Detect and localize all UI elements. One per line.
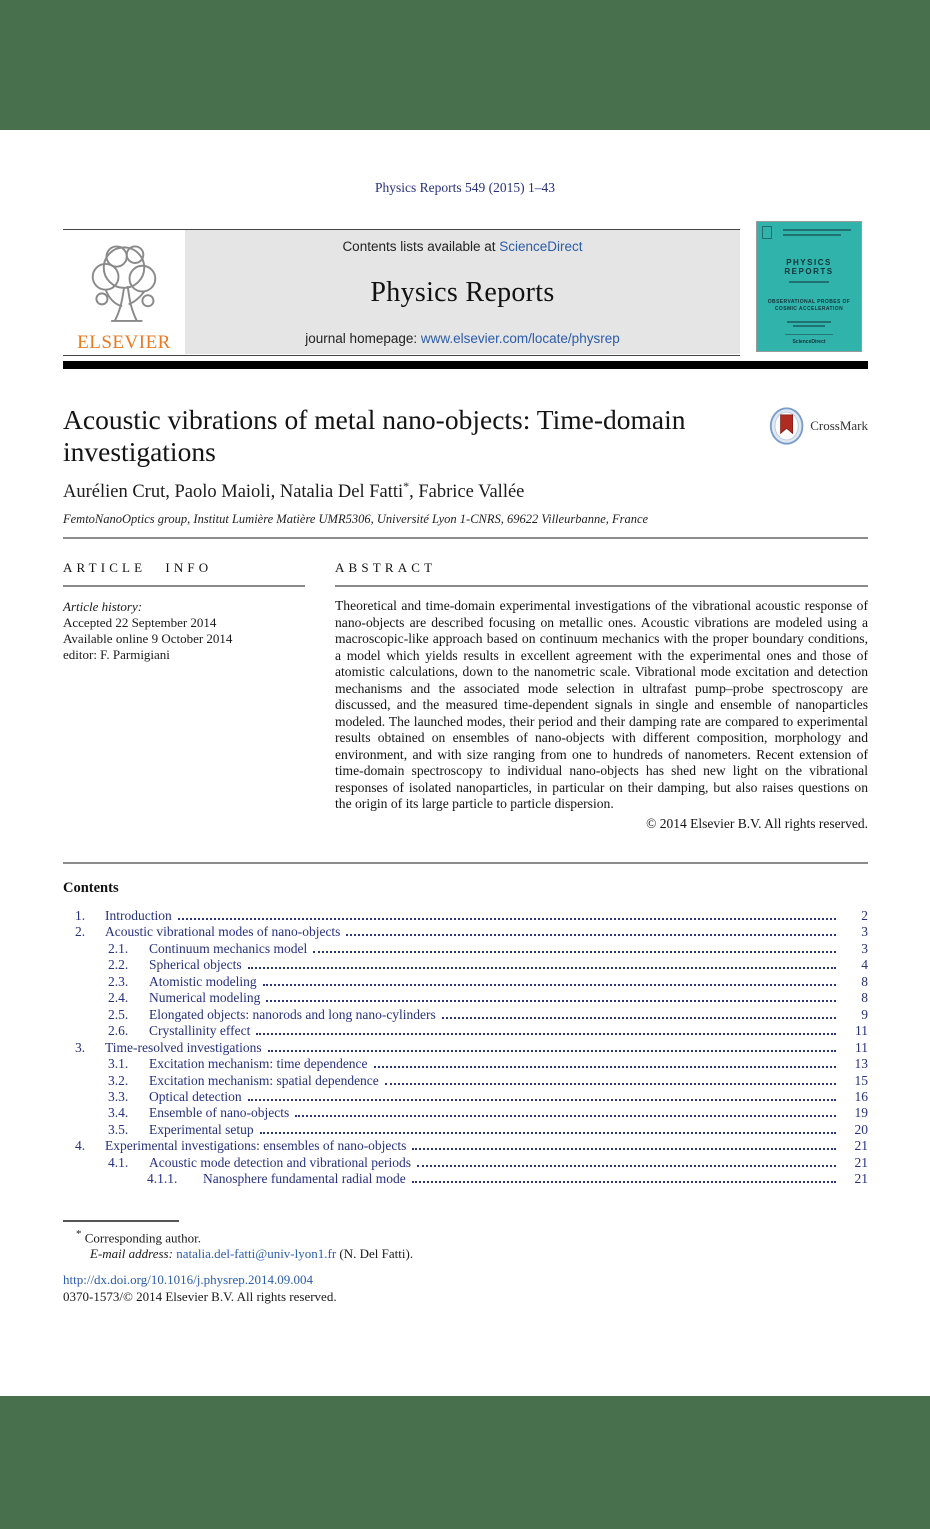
toc-entry-label[interactable]: Spherical objects — [149, 957, 242, 973]
toc-entry-number: 2.6. — [108, 1023, 129, 1039]
toc-entry-page: 8 — [861, 973, 868, 989]
toc-entry-page: 11 — [855, 1039, 868, 1055]
email-suffix: (N. Del Fatti). — [336, 1246, 414, 1261]
email-label: E-mail address: — [90, 1246, 173, 1261]
toc-entry-page: 2 — [861, 908, 868, 923]
toc-entry-number: 3.3. — [108, 1088, 129, 1104]
sciencedirect-link[interactable]: ScienceDirect — [499, 239, 583, 254]
toc-leader-dots — [266, 1000, 836, 1002]
editor-line: editor: F. Parmigiani — [63, 647, 170, 662]
crossmark-icon — [768, 406, 805, 446]
corresponding-author-asterisk: * — [403, 479, 410, 493]
toc-leader-dots — [248, 967, 836, 969]
toc-entry[interactable] — [63, 1155, 868, 1171]
toc-entry-page: 21 — [854, 1138, 868, 1154]
toc-entry-number: 1. — [75, 908, 86, 923]
journal-homepage-link[interactable]: www.elsevier.com/locate/physrep — [420, 331, 620, 346]
toc-entry-label[interactable]: Numerical modeling — [149, 990, 261, 1006]
toc-entry[interactable] — [63, 1040, 868, 1056]
journal-cover-art — [757, 222, 861, 351]
header-rule-bottom — [63, 355, 740, 356]
toc-entry-page: 15 — [854, 1072, 868, 1088]
toc-entry-label[interactable]: Ensemble of nano-objects — [149, 1105, 290, 1121]
toc-leader-dots — [412, 1181, 836, 1183]
toc-entry-label[interactable]: Acoustic vibrational modes of nano-objects — [105, 924, 341, 940]
toc-entry[interactable] — [63, 1122, 868, 1138]
article-history-label: Article history: — [63, 599, 143, 614]
journal-name: Physics Reports — [370, 276, 555, 308]
toc-entry-label[interactable]: Experimental investigations: ensembles of nano-objects — [105, 1138, 407, 1154]
email-line — [90, 1246, 413, 1262]
toc-entry-number: 3.2. — [108, 1072, 129, 1088]
toc-entry-label[interactable]: Time-resolved investigations — [105, 1039, 262, 1055]
toc-entry-label[interactable]: Excitation mechanism: spatial dependence — [149, 1072, 379, 1088]
toc-entry-page: 9 — [861, 1006, 868, 1022]
toc-entry[interactable] — [63, 990, 868, 1006]
toc-entry-number: 2.4. — [108, 990, 129, 1006]
toc-entry-page: 8 — [861, 990, 868, 1006]
toc-entry[interactable] — [63, 1073, 868, 1089]
toc-leader-dots — [412, 1148, 836, 1150]
toc-entry-label[interactable]: Introduction — [105, 908, 172, 923]
contents-heading: Contents — [63, 880, 119, 896]
article-info-heading: ARTICLE INFO — [63, 560, 213, 575]
journal-header-banner — [185, 230, 740, 354]
footnote-asterisk: * — [76, 1228, 82, 1240]
toc-entry-number: 2.3. — [108, 973, 129, 989]
toc-entry[interactable] — [63, 974, 868, 990]
abstract-text: Theoretical and time-domain experimental investigations of the vibrational acoustic response of nano-objects are described focusing on metallic ones. Acoustic vibrations are modeled using a macroscopic-like approach based on continuum mechanics with the proper boundary conditions, a model which yields results in excellent agreement with the experimental ones and those of atomistic calculations, down to the nanometric scale. Vibrational mode excitation and detection mechanisms and the associated mode selection in ultrafast pump–probe spectroscopy are discussed, and the measured time-dependent signals in single and ensemble of nanoparticles modeled. The launched modes, their period and their damping rate are compared to experimental results obtained on ensembles of nano-objects with different composition, morphology and environment, and with size ranging from one to hundreds of nanometers. Recent extension of time-domain spectroscopy to individual nano-objects has shed new light on the vibrational responses of isolated nanoparticles, in particular on their damping, but also raises questions on the origin of its large particle to particle dispersion. — [335, 598, 868, 811]
toc-entry-page: 3 — [861, 924, 868, 940]
available-online-date: Available online 9 October 2014 — [63, 631, 233, 646]
toc-entry[interactable] — [63, 1089, 868, 1105]
author-list — [63, 479, 524, 503]
toc-entry-label[interactable]: Acoustic mode detection and vibrational periods — [149, 1154, 412, 1170]
toc-entry-number: 4. — [75, 1138, 86, 1154]
accepted-date: Accepted 22 September 2014 — [63, 615, 217, 630]
crossmark-badge[interactable] — [768, 406, 868, 446]
page-margin-band-bottom — [0, 1396, 930, 1529]
toc-entry-page: 4 — [861, 957, 868, 973]
elsevier-logo — [63, 232, 185, 354]
toc-entry-label[interactable]: Elongated objects: nanorods and long nano-cylinders — [149, 1006, 436, 1022]
toc-entry-number: 3.5. — [108, 1121, 129, 1137]
abstract-heading: ABSTRACT — [335, 560, 437, 575]
toc-entry-page: 20 — [854, 1121, 868, 1137]
elsevier-wordmark: ELSEVIER — [77, 332, 171, 353]
toc-leader-dots — [374, 1066, 836, 1068]
toc-leader-dots — [385, 1083, 836, 1085]
toc-entry[interactable] — [63, 924, 868, 940]
cover-publisher-mark — [762, 226, 772, 239]
corresponding-author-text: Corresponding author. — [84, 1230, 202, 1246]
copyright-line: © 2014 Elsevier B.V. All rights reserved. — [646, 815, 868, 831]
toc-entry-number: 3.1. — [108, 1056, 129, 1072]
toc-leader-dots — [178, 918, 836, 920]
header-divider-thick — [63, 361, 868, 369]
toc-entry-label[interactable]: Crystallinity effect — [149, 1023, 251, 1039]
abstract-section — [335, 560, 868, 832]
toc-entry-label[interactable]: Excitation mechanism: time dependence — [149, 1056, 368, 1072]
toc-entry-label[interactable]: Optical detection — [149, 1088, 242, 1104]
cover-issue-subtitle: OBSERVATIONAL PROBES OF COSMIC ACCELERATION — [767, 299, 851, 312]
contents-availability-prefix: Contents lists available at — [342, 239, 500, 254]
toc-entry-label[interactable]: Experimental setup — [149, 1121, 254, 1137]
toc-leader-dots — [295, 1115, 836, 1117]
toc-entry-number: 3. — [75, 1039, 86, 1055]
article-info-section — [63, 560, 305, 663]
contents-divider — [63, 862, 868, 864]
toc-entry-label[interactable]: Atomistic modeling — [149, 973, 257, 989]
toc-entry-page: 21 — [854, 1171, 868, 1187]
toc-entry[interactable] — [63, 1171, 868, 1187]
section-divider — [63, 537, 868, 539]
journal-citation: Physics Reports 549 (2015) 1–43 — [375, 180, 555, 195]
authors-main: Aurélien Crut, Paolo Maioli, Natalia Del Fatti — [63, 482, 404, 503]
article-title: Acoustic vibrations of metal nano-objects: Time-domain investigations — [63, 404, 686, 467]
toc-entry[interactable] — [63, 957, 868, 973]
author-affiliation: FemtoNanoOptics group, Institut Lumière Matière UMR5306, Université Lyon 1-CNRS, 69622 Villeurbanne, France — [63, 512, 649, 526]
toc-entry-number: 2.5. — [108, 1006, 129, 1022]
crossmark-label: CrossMark — [810, 418, 868, 433]
journal-cover-thumbnail[interactable] — [756, 221, 862, 352]
toc-entry-label[interactable]: Nanosphere fundamental radial mode — [203, 1171, 406, 1187]
elsevier-tree-icon — [78, 240, 170, 332]
toc-entry[interactable] — [63, 941, 868, 957]
toc-entry[interactable] — [63, 908, 868, 924]
issn-copyright-line: 0370-1573/© 2014 Elsevier B.V. All rights reserved. — [63, 1289, 337, 1304]
toc-entry[interactable] — [63, 1007, 868, 1023]
toc-entry-page: 13 — [854, 1056, 868, 1072]
toc-entry-number: 3.4. — [108, 1105, 129, 1121]
toc-leader-dots — [313, 951, 836, 953]
toc-entry-number: 4.1.1. — [147, 1171, 178, 1187]
cover-journal-title: PHYSICS REPORTS — [784, 258, 834, 276]
toc-leader-dots — [260, 1132, 836, 1134]
toc-list — [63, 908, 868, 1188]
authors-tail: , Fabrice Vallée — [409, 482, 525, 503]
toc-entry-number: 2.1. — [108, 940, 129, 956]
cover-footer-text: ScienceDirect — [792, 339, 826, 345]
footnote-rule — [63, 1220, 179, 1222]
toc-leader-dots — [346, 934, 836, 936]
toc-entry-number: 4.1. — [108, 1154, 129, 1170]
toc-entry-page: 21 — [854, 1154, 868, 1170]
toc-entry-number: 2.2. — [108, 957, 129, 973]
toc-entry[interactable] — [63, 1138, 868, 1154]
toc-entry-label[interactable]: Continuum mechanics model — [149, 940, 308, 956]
page-margin-band-top — [0, 0, 930, 130]
corresponding-author-note — [76, 1228, 201, 1246]
toc-entry[interactable] — [63, 1056, 868, 1072]
toc-entry[interactable] — [63, 1105, 868, 1121]
toc-entry-page: 19 — [854, 1105, 868, 1121]
homepage-prefix: journal homepage: — [305, 331, 421, 346]
doi-link[interactable]: http://dx.doi.org/10.1016/j.physrep.2014.09.004 — [63, 1272, 314, 1287]
toc-leader-dots — [248, 1099, 836, 1101]
journal-homepage-line — [305, 331, 619, 346]
toc-leader-dots — [417, 1165, 836, 1167]
email-link[interactable]: natalia.del-fatti@univ-lyon1.fr — [176, 1246, 337, 1261]
toc-entry-number: 2. — [75, 924, 86, 940]
toc-entry[interactable] — [63, 1023, 868, 1039]
article-info-rule — [63, 585, 305, 587]
toc-leader-dots — [256, 1033, 836, 1035]
toc-leader-dots — [268, 1050, 836, 1052]
abstract-rule — [335, 585, 868, 587]
toc-entry-page: 11 — [855, 1023, 868, 1039]
toc-leader-dots — [442, 1017, 836, 1019]
toc-entry-page: 3 — [861, 940, 868, 956]
toc-leader-dots — [263, 984, 836, 986]
toc-entry-page: 16 — [854, 1088, 868, 1104]
contents-availability-line — [342, 239, 582, 254]
